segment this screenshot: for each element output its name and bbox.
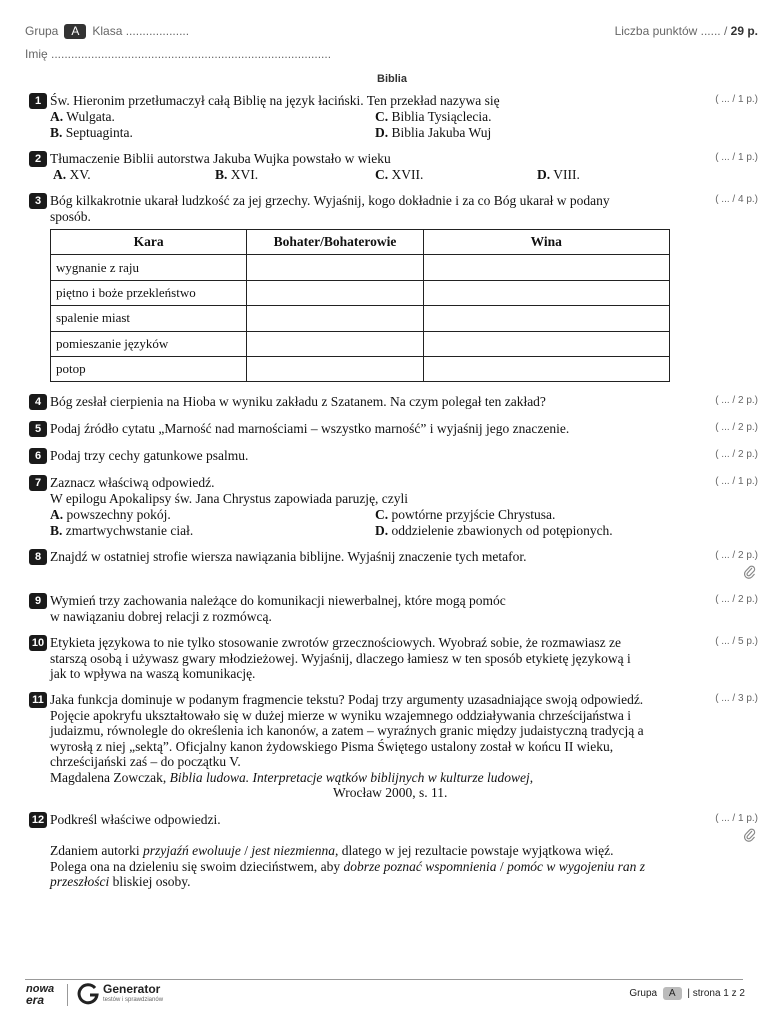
page-number: | strona 1 z 2: [687, 988, 745, 999]
page-title: Biblia: [377, 73, 407, 85]
answer-cell[interactable]: [247, 331, 423, 356]
name-field[interactable]: Imię ....................................................................................: [25, 47, 332, 61]
punishment-table: [50, 229, 670, 382]
points-total: 29 p.: [730, 24, 758, 38]
question-7-points: ( ... / 1 p.): [715, 476, 758, 487]
question-2-text: Tłumaczenie Biblii autorstwa Jakuba Wujka powstało w wieku: [50, 151, 391, 166]
question-7-text: Zaznacz właściwą odpowiedź. W epilogu Apokalipsy św. Jana Chrystus zapowiada paruzję, czyli: [50, 475, 409, 506]
question-number-9: 9: [29, 593, 47, 609]
footer-divider: [25, 979, 743, 980]
class-field[interactable]: Klasa ...................: [92, 24, 190, 38]
choice-pomoc-w-wygojeniu-cont[interactable]: przeszłości: [50, 874, 110, 889]
row-label: pomieszanie języków: [51, 331, 247, 356]
question-5-points: ( ... / 2 p.): [715, 422, 758, 433]
question-11-text: Jaka funkcja dominuje w podanym fragmencie tekstu? Podaj trzy argumenty uzasadniające swoją odpowiedź. Pojęcie apokryfu ukształtowało się w dużej mierze w wyniku wzajemnego oddziaływania chrześcijaństwa i judaizmu, równolegle do określenia ich kanonów, a zatem – wyraźnych granic między judaistyczną tradycją a wyrosłą z niej „sektą”. Oficjalny kanon żydowskiego Pisma Świętego ustalony został w końcu II wieku, chrześcijański zaś – do początku V. Magdalena Zowczak, Biblia ludowa. Interpretacje wątków biblijnych w kulturze ludowej, Wrocław 2000, s. 11.: [50, 692, 644, 800]
table-header-kara: Kara: [51, 230, 247, 255]
choice-przyjazn-ewoluuje[interactable]: przyjaźń ewoluuje: [142, 843, 241, 858]
row-label: spalenie miast: [51, 306, 247, 331]
table-header-row: [51, 230, 670, 255]
choice-dobrze-poznac[interactable]: dobrze poznać wspomnienia: [343, 858, 497, 874]
generator-icon: [77, 982, 101, 1011]
q1-option-c[interactable]: C. Biblia Tysiąclecia.: [375, 109, 492, 124]
question-5-text: Podaj źródło cytatu „Marność nad marnościami – wszystko marność” i wyjaśnij jego znaczenie.: [50, 421, 570, 436]
table-row: [51, 255, 670, 280]
question-12-passage: Zdaniem autorki przyjaźń ewoluuje / jest niezmienna, dlatego w jej rezultacie powstaje wyjątkowa więź. Polega ona na dzieleniu się swoim dzieciństwem, aby dobrze poznać wspomnienia / pomóc w wygojeniu ran z przeszłości bliskiej osoby.: [50, 843, 646, 889]
table-row: [51, 280, 670, 305]
row-label: piętno i boże przekleństwo: [51, 280, 247, 305]
group-label: Grupa: [25, 24, 59, 38]
question-number-2: 2: [29, 151, 47, 167]
question-11-points: ( ... / 3 p.): [715, 693, 758, 704]
answer-cell[interactable]: [423, 255, 669, 280]
question-6-points: ( ... / 2 p.): [715, 449, 758, 460]
question-number-7: 7: [29, 475, 47, 491]
choice-jest-niezmienna[interactable]: jest niezmienna: [251, 843, 335, 858]
points-label: Liczba punktów ...... /: [614, 24, 728, 38]
footer-group-badge: A: [663, 987, 682, 1000]
group-badge: A: [64, 24, 86, 39]
footer-page-info: Grupa A | strona 1 z 2: [629, 988, 745, 999]
answer-cell[interactable]: [247, 280, 423, 305]
q2-option-a[interactable]: A. XV.: [53, 167, 91, 182]
answer-cell[interactable]: [247, 306, 423, 331]
question-4-text: Bóg zesłał cierpienia na Hioba w wyniku zakładu z Szatanem. Na czym polegał ten zakład?: [50, 394, 546, 409]
question-10-points: ( ... / 5 p.): [715, 636, 758, 647]
table-header-wina: Wina: [423, 230, 669, 255]
q7-option-b[interactable]: B. zmartwychwstanie ciał.: [50, 523, 194, 538]
question-number-6: 6: [29, 448, 47, 464]
q1-option-a[interactable]: A. Wulgata.: [50, 109, 115, 124]
answer-cell[interactable]: [247, 255, 423, 280]
question-number-4: 4: [29, 394, 47, 410]
question-12-text: Podkreśl właściwe odpowiedzi.: [50, 812, 221, 827]
answer-cell[interactable]: [423, 356, 669, 381]
table-row: [51, 356, 670, 381]
answer-cell[interactable]: [247, 356, 423, 381]
q2-option-c[interactable]: C. XVII.: [375, 167, 424, 182]
points-summary: [615, 24, 758, 38]
q2-option-b[interactable]: B. XVI.: [215, 167, 259, 182]
q1-option-b[interactable]: B. Septuaginta.: [50, 125, 133, 140]
question-number-8: 8: [29, 549, 47, 565]
question-8-text: Znajdź w ostatniej strofie wiersza nawiązania biblijne. Wyjaśnij znaczenie tych metafor.: [50, 549, 527, 564]
q1-option-d[interactable]: D. Biblia Jakuba Wuj: [375, 125, 492, 140]
question-number-3: 3: [29, 193, 47, 209]
answer-cell[interactable]: [423, 331, 669, 356]
question-number-10: 10: [29, 635, 47, 651]
table-row: [51, 306, 670, 331]
table-header-bohater: Bohater/Bohaterowie: [247, 230, 423, 255]
question-3-points: ( ... / 4 p.): [715, 194, 758, 205]
question-number-1: 1: [29, 93, 47, 109]
question-number-11: 11: [29, 692, 47, 708]
nowa-era-logo: nowa era: [26, 983, 55, 1007]
answer-cell[interactable]: [423, 306, 669, 331]
q7-option-a[interactable]: A. powszechny pokój.: [50, 507, 171, 522]
question-number-5: 5: [29, 421, 47, 437]
question-6-text: Podaj trzy cechy gatunkowe psalmu.: [50, 448, 249, 463]
question-4-points: ( ... / 2 p.): [715, 395, 758, 406]
question-9-text: Wymień trzy zachowania należące do komunikacji niewerbalnej, które mogą pomóc w nawiązaniu dobrej relacji z rozmówcą.: [50, 593, 506, 624]
row-label: potop: [51, 356, 247, 381]
question-1-text: Św. Hieronim przetłumaczył całą Biblię na język łaciński. Ten przekład nazywa się: [50, 93, 500, 108]
header-group: [25, 24, 189, 39]
question-10-text: Etykieta językowa to nie tylko stosowanie zwrotów grzecznościowych. Wyobraź sobie, że rozmawiasz ze starszą osobą i używasz gwary młodzieżowej. Wyjaśnij, dlaczego łamiesz w ten sposób etykietę językową i jak to wpływa na waszą komunikację.: [50, 635, 631, 681]
answer-cell[interactable]: [423, 280, 669, 305]
question-2-points: ( ... / 1 p.): [715, 152, 758, 163]
generator-logo: Generator testów i sprawdzianów: [103, 982, 164, 1003]
question-1-points: ( ... / 1 p.): [715, 94, 758, 105]
question-number-12: 12: [29, 812, 47, 828]
row-label: wygnanie z raju: [51, 255, 247, 280]
logo-divider: [67, 984, 68, 1006]
citation: Magdalena Zowczak, Biblia ludowa. Interpretacje wątków biblijnych w kulturze ludowej,: [50, 769, 534, 785]
question-3-text: Bóg kilkakrotnie ukarał ludzkość za jej grzechy. Wyjaśnij, kogo dokładnie i za co Bóg ukarał w podany sposób.: [50, 193, 610, 224]
table-row: [51, 331, 670, 356]
attachment-icon[interactable]: [744, 828, 756, 846]
q7-option-d[interactable]: D. oddzielenie zbawionych od potępionych.: [375, 523, 613, 538]
q7-option-c[interactable]: C. powtórne przyjście Chrystusa.: [375, 507, 556, 522]
citation-place: Wrocław 2000, s. 11.: [333, 785, 448, 800]
question-8-points: ( ... / 2 p.): [715, 550, 758, 561]
q2-option-d[interactable]: D. VIII.: [537, 167, 580, 182]
question-9-points: ( ... / 2 p.): [715, 594, 758, 605]
choice-pomoc-w-wygojeniu[interactable]: pomóc w wygojeniu ran z: [507, 858, 646, 874]
question-12-points: ( ... / 1 p.): [715, 813, 758, 824]
attachment-icon[interactable]: [744, 565, 756, 583]
